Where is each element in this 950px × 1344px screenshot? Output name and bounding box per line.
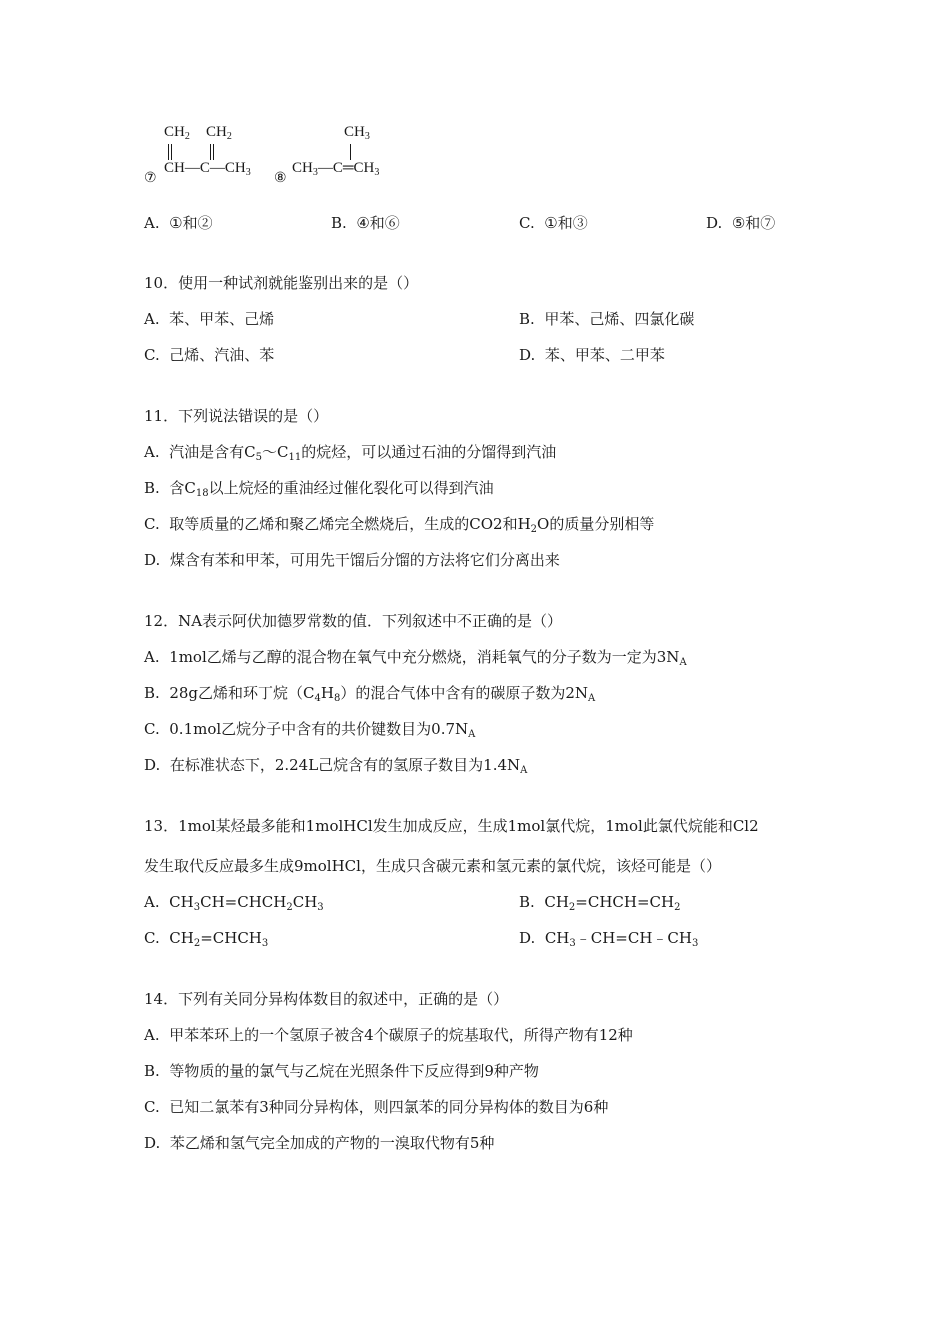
q9-option-d: D. ⑤和⑦ [706, 214, 776, 232]
q9-option-a: A. ①和② [144, 214, 213, 232]
q9-option-c: C. ①和③ [519, 214, 588, 232]
structure-7-top-right: $CH_2$ [206, 124, 232, 142]
q12-option-a: A. 1mol乙烯与乙醇的混合物在氧气中充分燃烧，消耗氧气的分子数为一定为$3N_A$ [144, 648, 687, 668]
double-bond-right-2 [213, 144, 214, 160]
q13-option-b: B. $CH_2=CHCH=CH_2$ [519, 893, 681, 913]
structure-7-main-chain: $CH—C—CH_3$ [164, 160, 251, 178]
q10-option-d: D. 苯、甲苯、二甲苯 [519, 346, 665, 364]
single-bond-vertical [350, 144, 351, 160]
q9-option-b: B. ④和⑥ [331, 214, 400, 232]
q11-option-a: A. 汽油是含有$C_5\sim C_{11}$的烷烃，可以通过石油的分馏得到汽油 [144, 443, 557, 463]
q10-stem: 10．使用一种试剂就能鉴别出来的是（） [144, 274, 419, 292]
structure-8-top: $CH_3$ [344, 124, 370, 142]
q13-option-d: D. $CH_3﹣CH=CH﹣CH_3$ [519, 929, 699, 949]
q12-option-b: B. 28g乙烯和环丁烷$(C_4H_8)$的混合气体中含有的碳原子数为$2N_A$ [144, 684, 596, 704]
structure-7 [144, 122, 274, 192]
structure-7-label: ⑦ [144, 171, 157, 186]
q14-option-a: A. 甲苯苯环上的一个氢原子被含4个碳原子的烷基取代，所得产物有12种 [144, 1026, 633, 1044]
q14-option-b: B. 等物质的量的氯气与乙烷在光照条件下反应得到9种产物 [144, 1062, 539, 1080]
q13-stem-line-2: 发生取代反应最多生成9molHCl，生成只含碳元素和氢元素的氯代烷，该烃可能是（） [144, 857, 721, 875]
q14-option-d: D. 苯乙烯和氢气完全加成的产物的一溴取代物有5种 [144, 1134, 495, 1152]
structure-8 [274, 122, 414, 192]
q14-stem: 14．下列有关同分异构体数目的叙述中，正确的是（） [144, 990, 509, 1008]
q10-option-b: B. 甲苯、己烯、四氯化碳 [519, 310, 695, 328]
q12-option-d: D. 在标准状态下，2.24L己烷含有的氢原子数目为$1.4N_A$ [144, 756, 528, 776]
q11-option-c: C. 取等质量的乙烯和聚乙烯完全燃烧后，生成的CO2和$H_2O$的质量分别相等 [144, 515, 655, 535]
q13-stem-line-1: 13．1mol某烃最多能和1molHCl发生加成反应，生成1mol氯代烷，1mol此氯代烷能和Cl2 [144, 817, 759, 835]
q11-option-d: D. 煤含有苯和甲苯，可用先干馏后分馏的方法将它们分离出来 [144, 551, 560, 569]
q11-option-b: B. 含$C_{18}$以上烷烃的重油经过催化裂化可以得到汽油 [144, 479, 494, 499]
structure-8-label: ⑧ [274, 171, 287, 186]
double-bond-left-2 [171, 144, 172, 160]
structure-8-main-chain: $CH_3—C═CH_3$ [292, 160, 380, 178]
structure-7-top-left: $CH_2$ [164, 124, 190, 142]
q13-option-a: A. $CH_3CH=CHCH_2CH_3$ [144, 893, 324, 913]
q12-stem: 12．NA表示阿伏加德罗常数的值．下列叙述中不正确的是（） [144, 612, 563, 630]
q11-stem: 11．下列说法错误的是（） [144, 407, 329, 425]
q12-option-c: C. 0.1mol乙烷分子中含有的共价键数目为$0.7N_A$ [144, 720, 476, 740]
q10-option-a: A. 苯、甲苯、己烯 [144, 310, 275, 328]
q10-option-c: C. 己烯、汽油、苯 [144, 346, 275, 364]
q14-option-c: C. 已知二氯苯有3种同分异构体，则四氯苯的同分异构体的数目为6种 [144, 1098, 609, 1116]
double-bond-right [210, 144, 211, 160]
double-bond-left [168, 144, 169, 160]
q13-option-c: C. $CH_2=CHCH_3$ [144, 929, 269, 949]
